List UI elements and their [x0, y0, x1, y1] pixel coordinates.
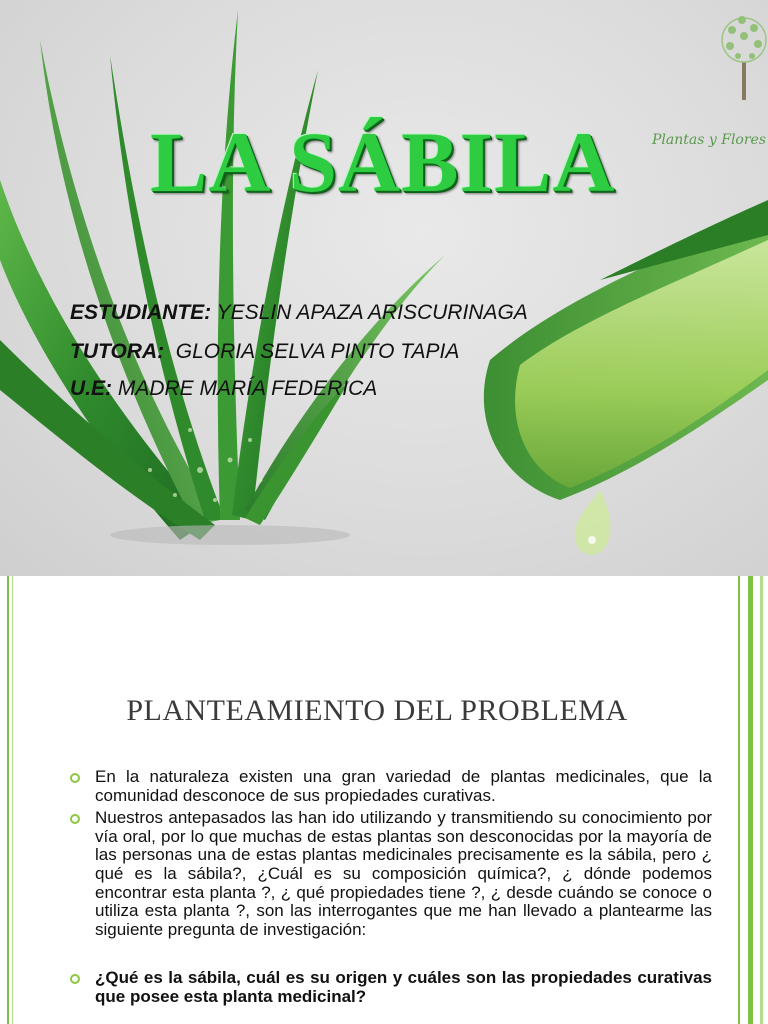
left-border-line	[7, 576, 9, 1024]
bullet-circle-icon	[70, 814, 80, 824]
school-line	[70, 377, 630, 401]
student-label: ESTUDIANTE:	[70, 301, 212, 324]
brand-watermark: Plantas y Flores	[652, 132, 767, 148]
school-name: MADRE MARÍA FEDERICA	[112, 377, 378, 400]
tree-logo	[722, 16, 766, 100]
tutor-line	[70, 340, 630, 364]
slide-title: LA SÁBILA	[150, 114, 616, 210]
right-border-line	[738, 576, 740, 1024]
school-label: U.E:	[70, 377, 112, 400]
bullet-text: En la naturaleza existen una gran variedad de plantas medicinales, que la comunidad desconoce de sus propiedades curativas.	[95, 767, 712, 805]
right-border-line-thin	[760, 576, 763, 1024]
tutor-label: TUTORA:	[70, 340, 165, 363]
student-line	[70, 301, 630, 325]
bullet-text: Nuestros antepasados las han ido utilizando y transmitiendo su conocimiento por vía oral, por lo que muchas de estas plantas son desconocidas por la mayoría de las personas una de estas plantas medicinales precisamente es la sábila, pero ¿ qué es la sábila?, ¿Cuál es su composición química?, ¿ dónde podemos encontrar esta planta ?, ¿ qué propiedades tiene ?, ¿ desde cuándo se conoce o utiliza esta planta ?, son las interrogantes que me han llevado a plantearme las siguiente pregunta de investigación:	[95, 808, 712, 939]
bullet-circle-icon	[70, 974, 80, 984]
section-heading: PLANTEAMIENTO DEL PROBLEMA	[126, 694, 628, 727]
research-question: ¿Qué es la sábila, cuál es su origen y cuáles son las propiedades curativas que posee esta planta medicinal?	[95, 968, 712, 1006]
list-item	[70, 809, 712, 939]
tutor-name: GLORIA SELVA PINTO TAPIA	[164, 340, 460, 363]
list-item	[70, 768, 712, 805]
bullet-circle-icon	[70, 773, 80, 783]
student-name: YESLIN APAZA ARISCURINAGA	[211, 301, 528, 324]
bullet-list	[70, 768, 712, 1007]
problem-statement-slide	[0, 576, 768, 1024]
left-border-line-thin	[12, 576, 13, 1024]
list-item	[70, 969, 712, 1006]
right-border-bar	[748, 576, 753, 1024]
